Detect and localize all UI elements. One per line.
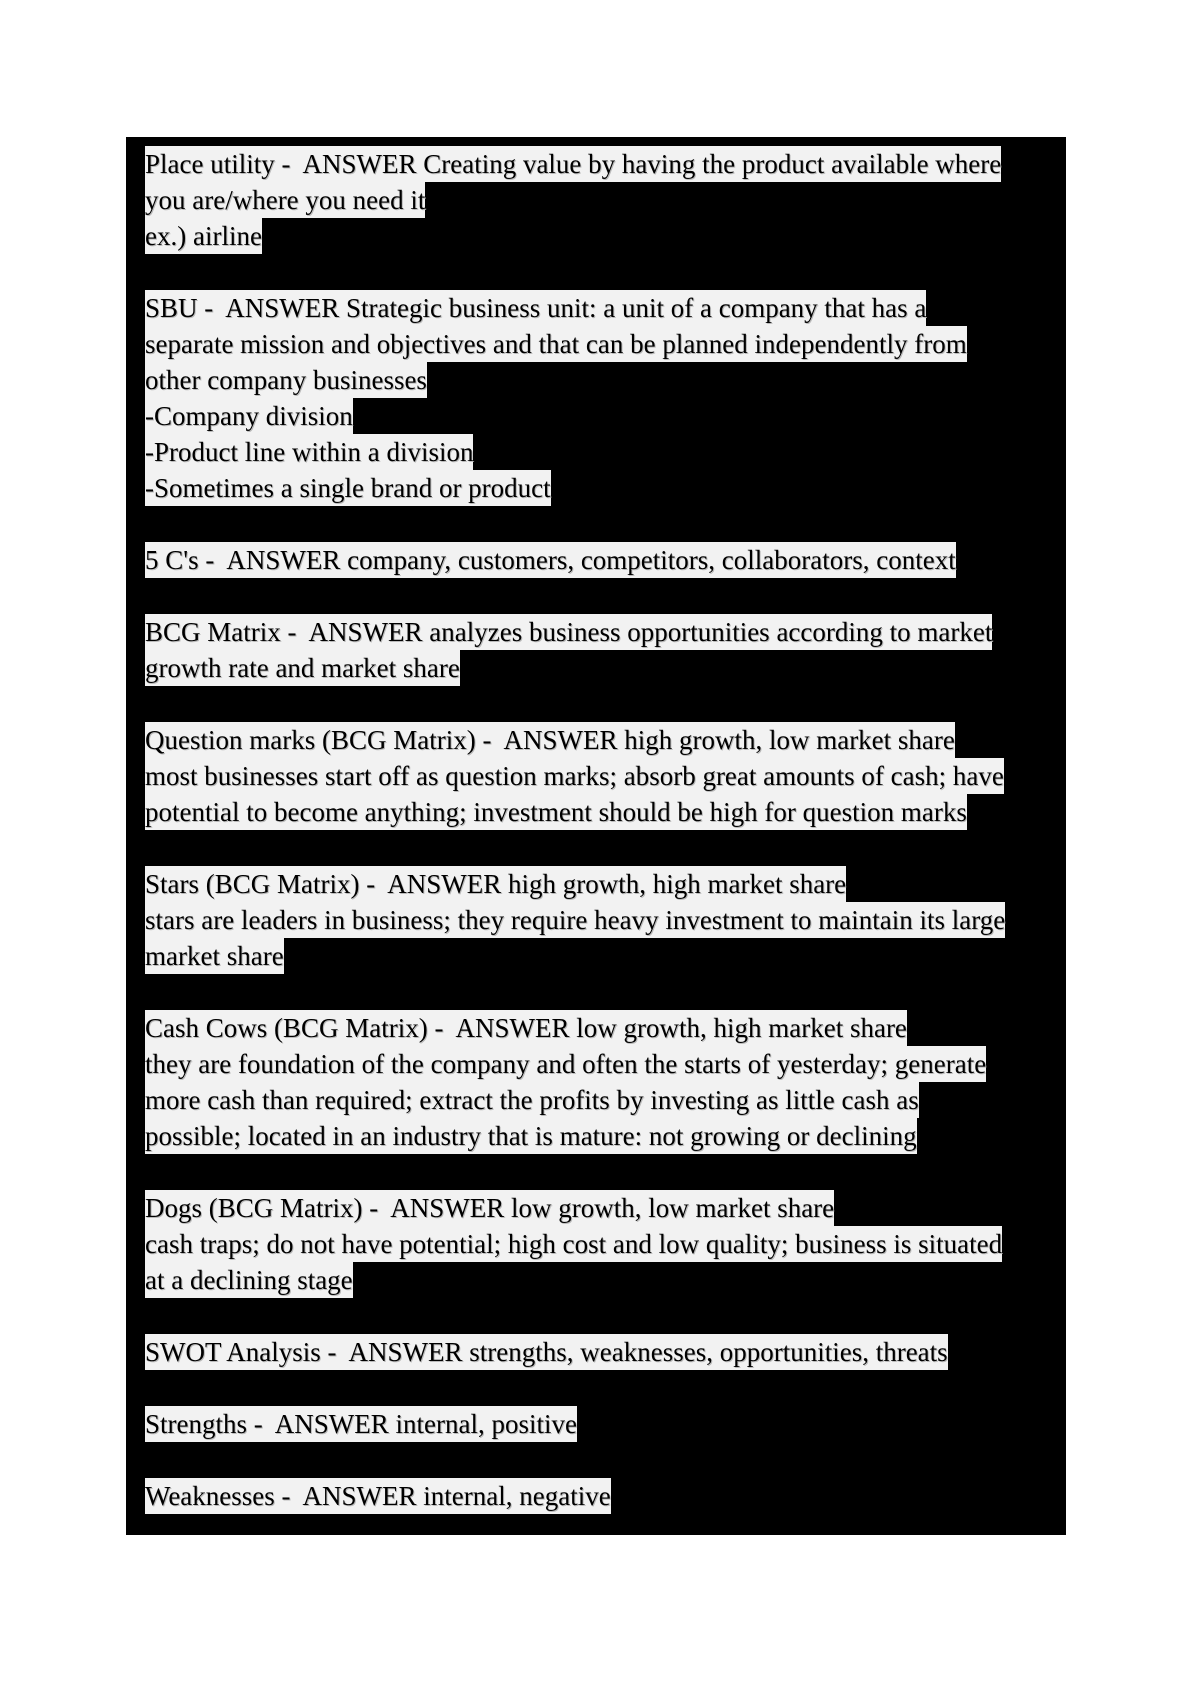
entry-sbu [145,290,1066,506]
entry-text-line: growth rate and market share [145,650,460,686]
entry-strengths [145,1406,1066,1442]
entry-text-line: BCG Matrix - ANSWER analyzes business opportunities according to market [145,614,992,650]
entry-text-line: SWOT Analysis - ANSWER strengths, weaknesses, opportunities, threats [145,1334,948,1370]
entry-text-line: more cash than required; extract the profits by investing as little cash as [145,1082,919,1118]
entry-text-line: cash traps; do not have potential; high cost and low quality; business is situated [145,1226,1002,1262]
entry-swot-analysis [145,1334,1066,1370]
entry-text-line: Place utility - ANSWER Creating value by having the product available where [145,146,1001,182]
entry-text-line: separate mission and objectives and that can be planned independently from [145,326,967,362]
entry-text-line: potential to become anything; investment should be high for question marks [145,794,967,830]
entry-text-line: -Product line within a division [145,434,473,470]
entry-text-line: -Company division [145,398,353,434]
entry-text-line: SBU - ANSWER Strategic business unit: a unit of a company that has a [145,290,926,326]
entry-question-marks [145,722,1066,830]
entry-text-line: Dogs (BCG Matrix) - ANSWER low growth, low market share [145,1190,834,1226]
entry-text-line: ex.) airline [145,218,262,254]
entry-stars [145,866,1066,974]
entry-text-line: most businesses start off as question marks; absorb great amounts of cash; have [145,758,1004,794]
entry-text-line: Weaknesses - ANSWER internal, negative [145,1478,611,1514]
entry-text-line: market share [145,938,284,974]
document-page [126,137,1066,1535]
entry-text-line: Stars (BCG Matrix) - ANSWER high growth, high market share [145,866,846,902]
entry-weaknesses [145,1478,1066,1514]
entry-text-line: Strengths - ANSWER internal, positive [145,1406,577,1442]
entry-text-line: stars are leaders in business; they require heavy investment to maintain its large [145,902,1005,938]
entry-text-line: -Sometimes a single brand or product [145,470,551,506]
entry-dogs [145,1190,1066,1298]
entry-text-line: 5 C's - ANSWER company, customers, competitors, collaborators, context [145,542,956,578]
entry-text-line: possible; located in an industry that is mature: not growing or declining [145,1118,917,1154]
entry-text-line: at a declining stage [145,1262,353,1298]
entry-text-line: they are foundation of the company and often the starts of yesterday; generate [145,1046,986,1082]
entry-place-utility [145,146,1066,254]
entry-bcg-matrix [145,614,1066,686]
entry-text-line: you are/where you need it [145,182,425,218]
entry-text-line: Cash Cows (BCG Matrix) - ANSWER low growth, high market share [145,1010,907,1046]
entry-text-line: Question marks (BCG Matrix) - ANSWER high growth, low market share [145,722,955,758]
entry-text-line: other company businesses [145,362,427,398]
entry-5cs [145,542,1066,578]
entry-cash-cows [145,1010,1066,1154]
